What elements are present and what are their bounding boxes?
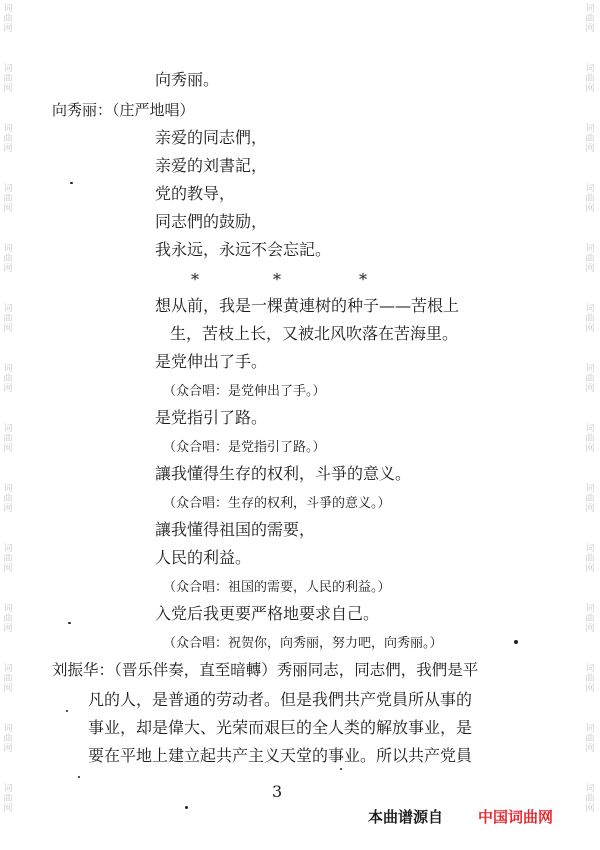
watermark-glyph: 词 bbox=[585, 484, 595, 494]
watermark-glyph: 词 bbox=[585, 244, 595, 254]
watermark-glyph: 词 bbox=[3, 544, 13, 554]
scan-speckle bbox=[68, 622, 71, 624]
speaker-line-xiang-xiuli: 向秀丽：（庄严地唱） bbox=[52, 101, 195, 119]
watermark-glyph: 网 bbox=[3, 684, 13, 694]
watermark-glyph-group bbox=[3, 424, 13, 454]
watermark-glyph: 网 bbox=[585, 624, 595, 634]
text-line-1: 向秀丽。 bbox=[155, 70, 220, 89]
watermark-glyph-group bbox=[3, 664, 13, 694]
watermark-glyph: 词 bbox=[3, 4, 13, 14]
watermark-glyph: 词 bbox=[3, 604, 13, 614]
watermark-glyph: 网 bbox=[3, 204, 13, 214]
watermark-glyph: 曲 bbox=[585, 194, 595, 204]
watermark-glyph: 曲 bbox=[585, 494, 595, 504]
watermark-glyph-group bbox=[3, 544, 13, 574]
watermark-glyph: 网 bbox=[3, 804, 13, 814]
watermark-glyph: 曲 bbox=[3, 374, 13, 384]
lyric-line-1: 亲爱的同志們， bbox=[155, 128, 268, 147]
lyric-line-11: 讓我懂得祖国的需要， bbox=[155, 520, 316, 539]
watermark-glyph: 词 bbox=[585, 664, 595, 674]
scan-speckle bbox=[514, 640, 518, 644]
watermark-glyph: 曲 bbox=[585, 794, 595, 804]
watermark-glyph: 网 bbox=[585, 804, 595, 814]
watermark-glyph-group bbox=[585, 124, 595, 154]
watermark-glyph: 网 bbox=[3, 264, 13, 274]
watermark-glyph: 网 bbox=[585, 264, 595, 274]
watermark-glyph: 网 bbox=[3, 384, 13, 394]
watermark-glyph: 词 bbox=[3, 724, 13, 734]
watermark-glyph: 网 bbox=[3, 744, 13, 754]
chorus-line-1: （众合唱：是党伸出了手。） bbox=[163, 384, 326, 399]
divider-star: * bbox=[359, 270, 367, 289]
divider-star: * bbox=[191, 270, 199, 289]
watermark-glyph: 网 bbox=[585, 144, 595, 154]
scan-speckle bbox=[340, 768, 342, 770]
lyric-line-3: 党的教导， bbox=[155, 184, 236, 203]
watermark-glyph: 词 bbox=[585, 424, 595, 434]
watermark-glyph-group bbox=[3, 124, 13, 154]
watermark-glyph: 曲 bbox=[585, 254, 595, 264]
watermark-glyph: 曲 bbox=[3, 314, 13, 324]
scan-speckle bbox=[78, 776, 80, 778]
scan-speckle bbox=[70, 182, 73, 184]
watermark-glyph-group bbox=[585, 424, 595, 454]
chorus-line-5: （众合唱：祝贺你，向秀丽，努力吧，向秀丽。） bbox=[163, 636, 443, 651]
watermark-glyph: 词 bbox=[3, 244, 13, 254]
watermark-glyph: 曲 bbox=[3, 74, 13, 84]
watermark-glyph: 网 bbox=[3, 324, 13, 334]
watermark-glyph: 曲 bbox=[585, 134, 595, 144]
watermark-glyph: 网 bbox=[3, 444, 13, 454]
watermark-glyph: 网 bbox=[3, 564, 13, 574]
watermark-glyph: 词 bbox=[585, 784, 595, 794]
watermark-glyph-group bbox=[3, 604, 13, 634]
watermark-glyph: 曲 bbox=[3, 194, 13, 204]
watermark-glyph: 词 bbox=[585, 544, 595, 554]
watermark-glyph-group bbox=[585, 604, 595, 634]
watermark-glyph-group bbox=[585, 184, 595, 214]
watermark-glyph-group bbox=[585, 64, 595, 94]
watermark-glyph: 词 bbox=[3, 304, 13, 314]
watermark-glyph: 网 bbox=[585, 684, 595, 694]
watermark-glyph: 词 bbox=[585, 304, 595, 314]
watermark-glyph: 词 bbox=[3, 364, 13, 374]
speaker-line-liu-zhenhua: 刘振华：（晋乐伴奏，直至暗轉）秀丽同志，同志們，我們是平 bbox=[52, 661, 479, 679]
watermark-glyph: 曲 bbox=[3, 554, 13, 564]
watermark-glyph: 曲 bbox=[3, 734, 13, 744]
watermark-glyph: 曲 bbox=[585, 314, 595, 324]
chorus-line-2: （众合唱：是党指引了路。） bbox=[163, 440, 326, 455]
watermark-glyph-group bbox=[585, 784, 595, 814]
chorus-line-4: （众合唱：祖国的需要，人民的利益。） bbox=[163, 580, 391, 595]
watermark-glyph: 词 bbox=[585, 124, 595, 134]
watermark-glyph: 曲 bbox=[585, 434, 595, 444]
watermark-glyph: 词 bbox=[3, 784, 13, 794]
lyric-line-10: 讓我懂得生存的权利，斗爭的意义。 bbox=[155, 464, 412, 483]
watermark-glyph-group bbox=[3, 64, 13, 94]
watermark-glyph: 词 bbox=[585, 604, 595, 614]
watermark-glyph: 词 bbox=[585, 64, 595, 74]
watermark-glyph: 网 bbox=[3, 84, 13, 94]
watermark-glyph-group bbox=[585, 364, 595, 394]
watermark-glyph-group bbox=[585, 304, 595, 334]
lyric-line-5: 我永远，永远不会忘記。 bbox=[155, 240, 332, 259]
watermark-glyph-group bbox=[3, 724, 13, 754]
watermark-glyph: 网 bbox=[3, 624, 13, 634]
watermark-glyph: 网 bbox=[585, 744, 595, 754]
watermark-glyph-group bbox=[3, 784, 13, 814]
watermark-glyph-group bbox=[3, 4, 13, 34]
watermark-glyph: 曲 bbox=[3, 434, 13, 444]
watermark-glyph: 网 bbox=[3, 504, 13, 514]
watermark-glyph: 网 bbox=[585, 324, 595, 334]
chorus-line-3: （众合唱：生存的权利，斗爭的意义。） bbox=[163, 496, 391, 511]
watermark-glyph: 网 bbox=[585, 384, 595, 394]
watermark-glyph: 曲 bbox=[3, 614, 13, 624]
lyric-line-9: 是党指引了路。 bbox=[155, 408, 268, 427]
watermark-glyph: 曲 bbox=[585, 674, 595, 684]
scan-speckle bbox=[185, 806, 188, 809]
watermark-glyph: 词 bbox=[3, 124, 13, 134]
watermark-glyph: 网 bbox=[585, 564, 595, 574]
watermark-glyph: 曲 bbox=[585, 74, 595, 84]
watermark-glyph: 词 bbox=[3, 424, 13, 434]
watermark-glyph-group bbox=[585, 4, 595, 34]
watermark-glyph: 网 bbox=[585, 444, 595, 454]
watermark-glyph-group bbox=[585, 544, 595, 574]
scan-speckle bbox=[66, 710, 68, 712]
watermark-glyph: 曲 bbox=[3, 14, 13, 24]
watermark-glyph-group bbox=[3, 184, 13, 214]
lyric-line-6: 想从前，我是一棵黄連树的种子——苦根上 bbox=[155, 296, 460, 315]
source-label: 本曲谱源自 bbox=[368, 808, 444, 826]
dialogue-line-3: 要在平地上建立起共产主义天堂的事业。所以共产党員 bbox=[88, 746, 473, 765]
watermark-glyph: 曲 bbox=[585, 734, 595, 744]
watermark-glyph: 网 bbox=[585, 504, 595, 514]
lyric-line-8: 是党伸出了手。 bbox=[155, 352, 268, 371]
lyric-line-13: 入党后我更要严格地要求自己。 bbox=[155, 604, 380, 623]
watermark-glyph: 曲 bbox=[3, 134, 13, 144]
watermark-glyph: 曲 bbox=[3, 494, 13, 504]
lyric-line-7: 生，苦枝上长，又被北风吹落在苦海里。 bbox=[170, 324, 459, 343]
watermark-glyph: 曲 bbox=[3, 254, 13, 264]
watermark-glyph-group bbox=[3, 304, 13, 334]
watermark-glyph: 网 bbox=[585, 84, 595, 94]
lyric-line-4: 同志們的鼓励， bbox=[155, 212, 268, 231]
watermark-glyph: 词 bbox=[3, 184, 13, 194]
divider-star: * bbox=[273, 270, 281, 289]
dialogue-line-1: 凡的人，是普通的劳动者。但是我們共产党員所从事的 bbox=[88, 690, 473, 709]
watermark-glyph-group bbox=[585, 724, 595, 754]
lyric-line-12: 人民的利益。 bbox=[155, 548, 252, 567]
watermark-glyph: 词 bbox=[585, 4, 595, 14]
watermark-glyph: 网 bbox=[585, 204, 595, 214]
watermark-glyph: 词 bbox=[585, 184, 595, 194]
watermark-glyph: 词 bbox=[585, 364, 595, 374]
watermark-glyph-group bbox=[585, 484, 595, 514]
watermark-glyph: 网 bbox=[3, 144, 13, 154]
watermark-glyph: 词 bbox=[585, 724, 595, 734]
watermark-glyph: 曲 bbox=[3, 794, 13, 804]
watermark-glyph: 词 bbox=[3, 664, 13, 674]
site-name-link[interactable]: 中国词曲网 bbox=[478, 808, 554, 826]
watermark-glyph: 网 bbox=[3, 24, 13, 34]
watermark-glyph: 曲 bbox=[585, 374, 595, 384]
watermark-glyph: 曲 bbox=[585, 14, 595, 24]
watermark-glyph: 网 bbox=[585, 24, 595, 34]
dialogue-line-2: 事业，却是偉大、光荣而艰巨的全人类的解放事业，是 bbox=[88, 718, 473, 737]
watermark-glyph: 曲 bbox=[585, 554, 595, 564]
watermark-glyph: 词 bbox=[3, 64, 13, 74]
lyric-line-2: 亲爱的刘書記， bbox=[155, 156, 268, 175]
watermark-glyph-group bbox=[3, 484, 13, 514]
watermark-glyph-group bbox=[3, 364, 13, 394]
watermark-glyph-group bbox=[585, 664, 595, 694]
watermark-glyph: 词 bbox=[3, 484, 13, 494]
page-number: 3 bbox=[272, 782, 283, 801]
watermark-glyph: 曲 bbox=[585, 614, 595, 624]
watermark-glyph: 曲 bbox=[3, 674, 13, 684]
section-divider-stars bbox=[0, 270, 600, 290]
